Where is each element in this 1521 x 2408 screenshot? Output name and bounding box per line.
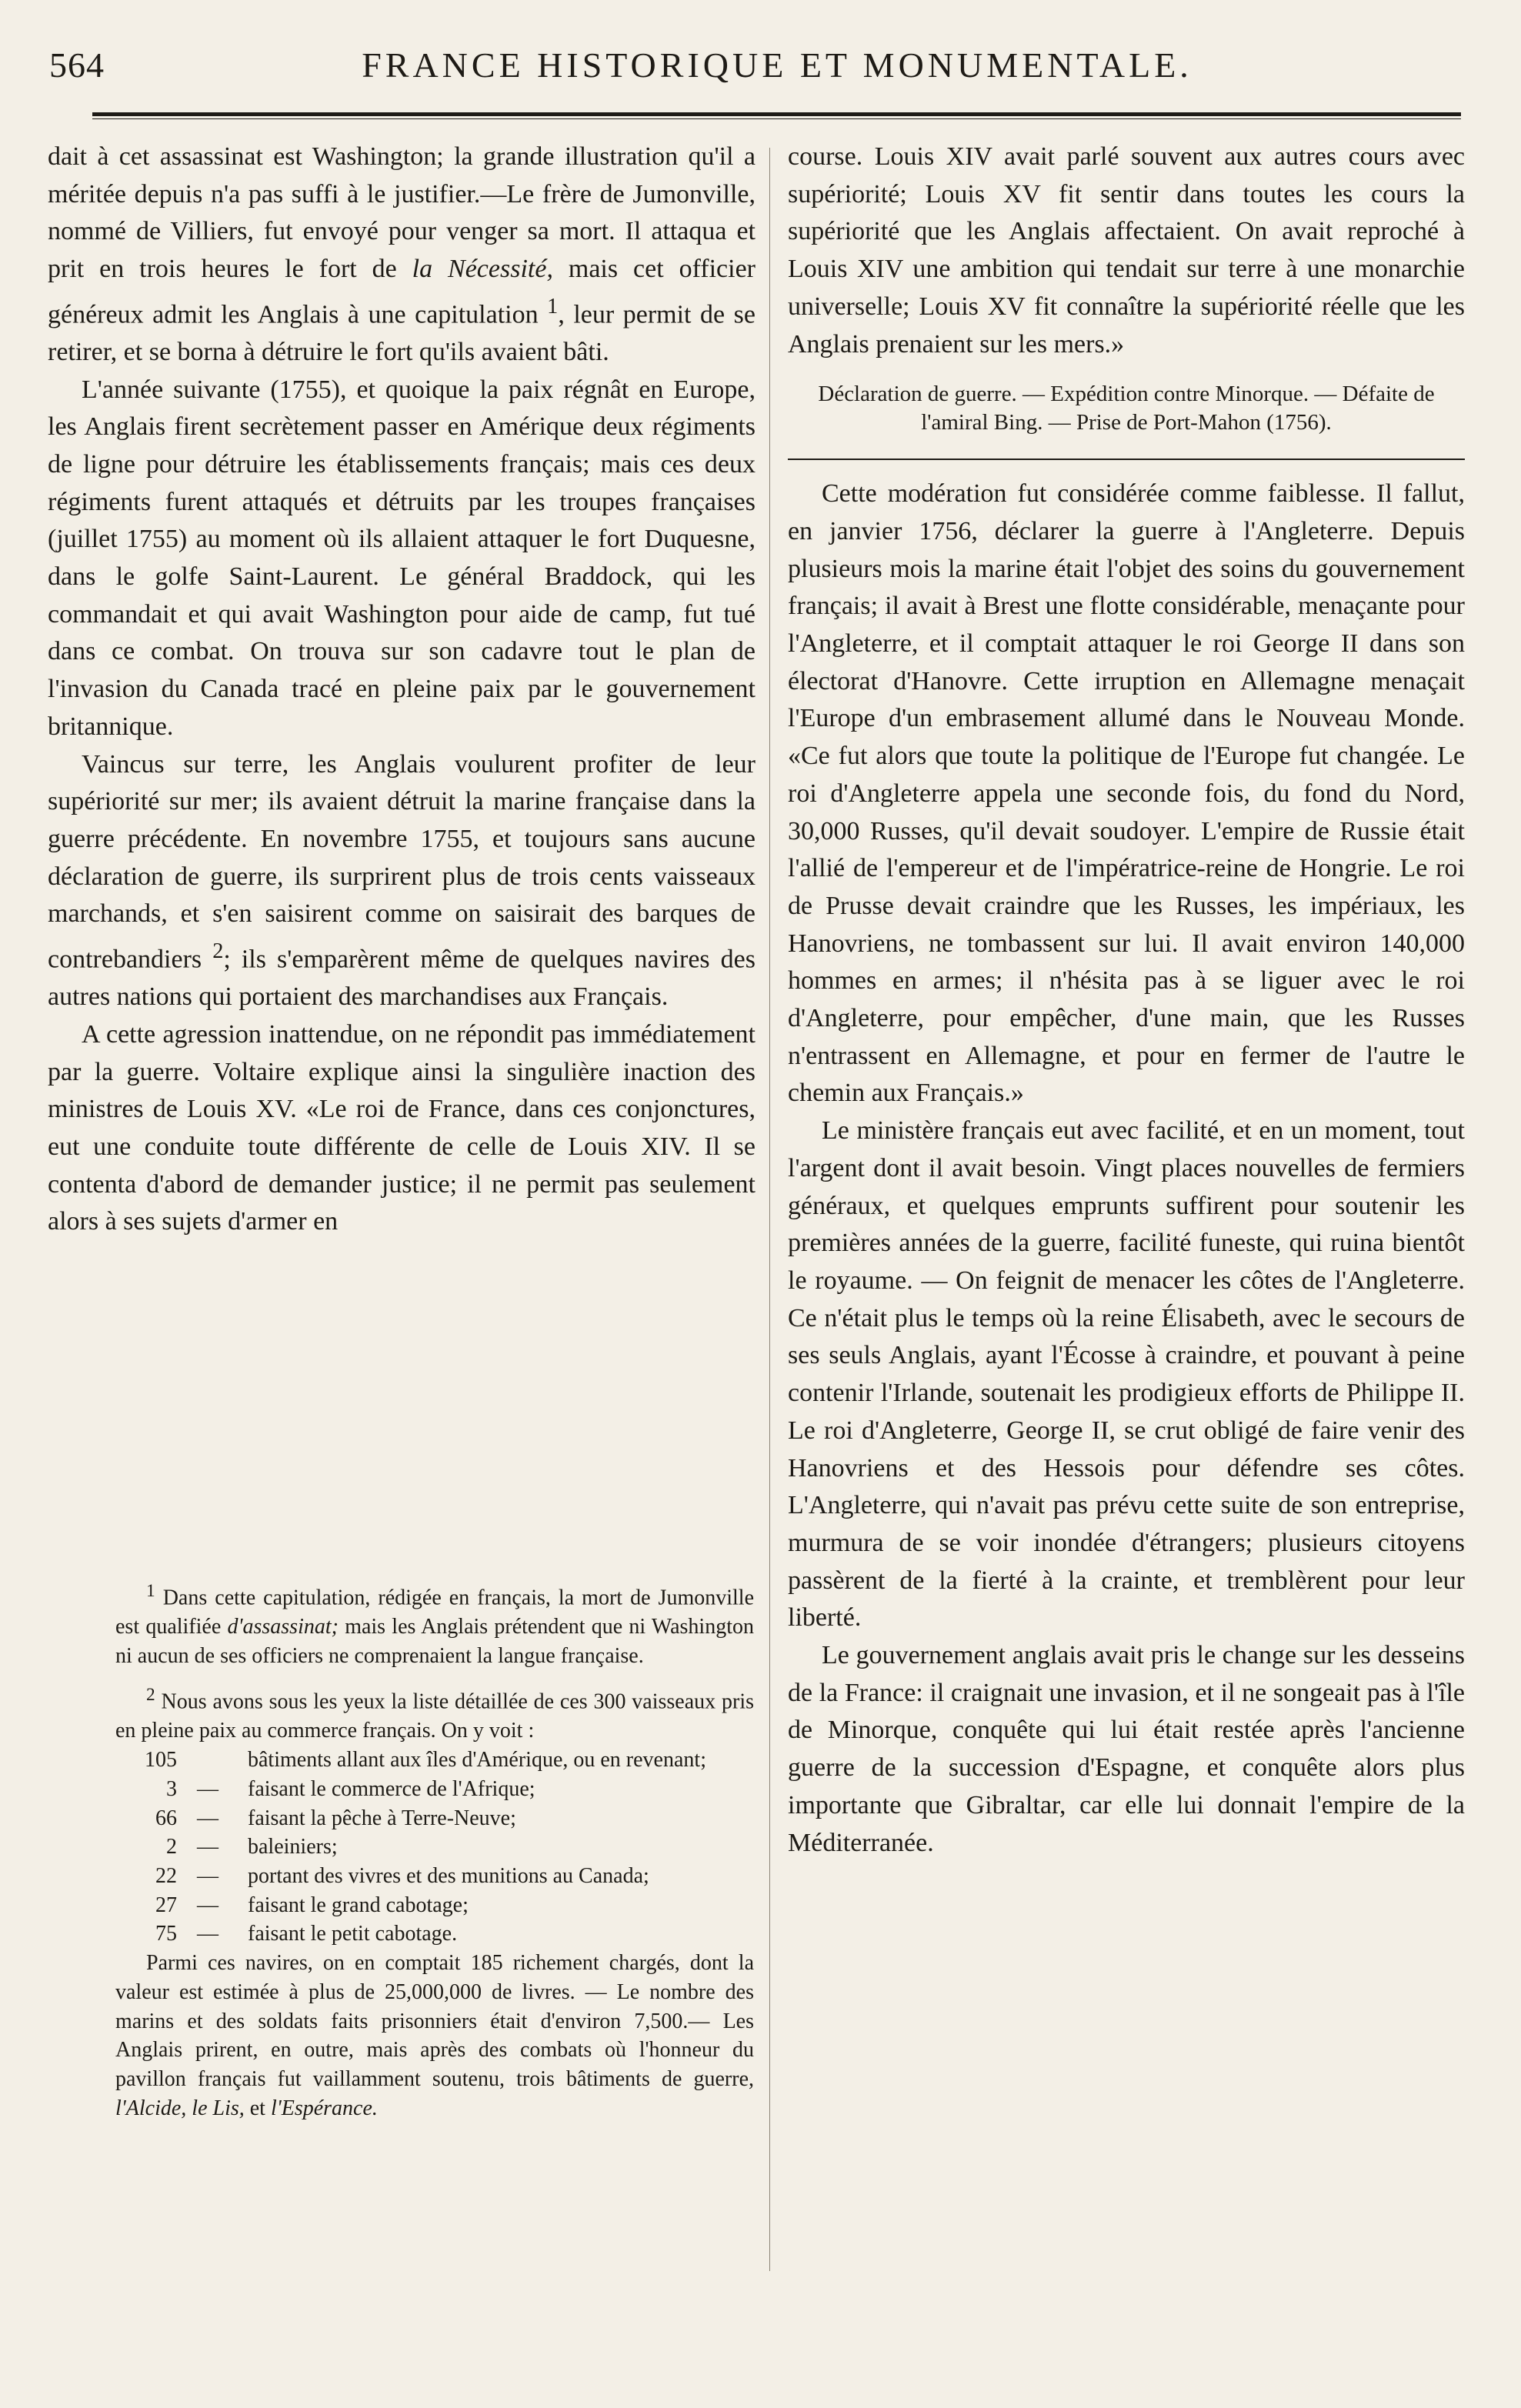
footnotes [115, 1577, 754, 2123]
header-rule [92, 112, 1461, 119]
footnote-mark: 2 [146, 1685, 155, 1706]
footnote-ref: 2 [212, 939, 224, 964]
list-item: 75 — faisant le petit cabotage. [155, 1922, 458, 1946]
section-rule [788, 459, 1465, 460]
left-column [48, 138, 755, 1241]
list-item: 2 — baleiniers; [166, 1835, 338, 1859]
paragraph: L'année suivante (1755), et quoique la paix régnât en Europe, les Anglais firent secrètement passer en Amérique deux régiments de ligne pour détruire les établissements français; mais ces deux régiments furent attaqués et détruits par les troupes françaises (juillet 1755) au moment où ils allaient attaquer le fort Duquesne, dans le golfe Saint-Laurent. Le général Braddock, qui les commandait et qui avait Washington pour aide de camp, fut tué dans ce combat. On trouva sur son cadavre tout le plan de l'invasion du Canada tracé en pleine paix par le gouvernement britannique. [48, 375, 755, 741]
section-heading: Déclaration de guerre. — Expédition contre Minorque. — Défaite de l'amiral Bing. — Prise de Port-Mahon (1756). [818, 382, 1435, 435]
list-item: 105 bâtiments allant aux îles d'Amérique, ou en revenant; [145, 1748, 706, 1773]
paragraph: course. Louis XIV avait parlé souvent aux autres cours avec supériorité; Louis XV fit sentir dans toutes les cours la supériorité que les Anglais affectaient. On avait reproché à Louis XIV une ambition qui tendait sur terre à une monarchie universelle; Louis XV fit connaître la supériorité réelle que les Anglais prenaient sur les mers.» [788, 142, 1465, 359]
paragraph: Cette modération fut considérée comme faiblesse. Il fallut, en janvier 1756, déclarer la guerre à l'Angleterre. Depuis plusieurs mois la marine était l'objet des soins du gouvernement français; il avait à Brest une flotte considérable, menaçante pour l'Angleterre, et il comptait attaquer le roi George II dans son électorat d'Hanovre. Cette irruption en Allemagne menaçait l'Europe d'un embrasement allumé dans le Nouveau Monde. «Ce fut alors que toute la politique de l'Europe fut changée. Le roi d'Angleterre appela une seconde fois, du fond du Nord, 30,000 Russes, qu'il devait soudoyer. L'empire de Russie était l'allié de l'empereur et de l'impératrice-reine de Hongrie. Le roi de Prusse devait craindre que les Russes, les impériaux, les Hanovriens, ne tombassent sur lui. Il avait environ 140,000 hommes en armes; il n'hésita pas à se liguer avec le roi d'Angleterre, pour empêcher, d'une main, que les Russes n'entrassent en Allemagne, et pour en fermer de l'autre le chemin aux Français.» [788, 479, 1465, 1108]
paragraph: A cette agression inattendue, on ne répondit pas immédiatement par la guerre. Voltaire explique ainsi la singulière inaction des ministres de Louis XV. «Le roi de France, dans ces conjonctures, eut une conduite toute différente de celle de Louis XIV. Il se contenta d'abord de demander justice; il ne permit pas seulement alors à ses sujets d'armer en [48, 1019, 755, 1236]
right-column [788, 138, 1465, 1862]
paragraph: dait à cet assassinat est Washington; la grande illustration qu'il a méritée depuis n'a pas suffi à le justifier.—Le frère de Jumonville, nommé de Villiers, fut envoyé pour venger sa mort. Il attaqua et prit en trois heures le fort de la Nécessité, mais cet officier généreux admit les Anglais à une capitulation $^1$, leur permit de se retirer, et se borna à détruire le fort qu'ils avaient bâti. [48, 142, 755, 366]
paragraph: Vaincus sur terre, les Anglais voulurent profiter de leur supériorité sur mer; ils avaient détruit la marine française dans la guerre précédente. En novembre 1755, et toujours sans aucune déclaration de guerre, ils surprirent plus de trois cents vaisseaux marchands, et s'en saisirent comme on saisirait des barques de contrebandiers $^2$; ils s'emparèrent même de quelques navires des autres nations qui portaient des marchandises aux Français. [48, 749, 756, 1012]
fort-name: la Nécessité, [412, 255, 553, 284]
footnote: $^1$ Dans cette capitulation, rédigée en français, la mort de Jumonville est qualifiée d'assassinat; mais les Anglais prétendent que ni Washington ni aucun de ses officiers ne comprenaient la langue française. [115, 1581, 754, 1668]
list-item: 3 — faisant le commerce de l'Afrique; [166, 1776, 535, 1801]
footnote-mark: 1 [146, 1581, 155, 1601]
column-divider [769, 148, 770, 2271]
paragraph: Le ministère français eut avec facilité, et en un moment, tout l'argent dont il avait besoin. Vingt places nouvelles de fermiers généraux, et quelques emprunts suffirent pour soutenir les premières années de la guerre, facilité funeste, qui ruina bientôt le royaume. — On feignit de menacer les côtes de l'Angleterre. Ce n'était plus le temps où la reine Élisabeth, avec le secours de ses seuls Anglais, ayant l'Écosse à craindre, et pouvant à peine contenir l'Irlande, soutenait les prodigieux efforts de Philippe II. Le roi d'Angleterre, George II, se crut obligé de faire venir des Hanovriens et des Hessois pour défendre ses côtes. L'Angleterre, qui n'avait pas prévu cette suite de son entreprise, murmura de se voir inondée d'étrangers; plusieurs citoyens passèrent de la fierté à la crainte, et tremblèrent pour leur liberté. [788, 1116, 1465, 1633]
running-title: FRANCE HISTORIQUE ET MONUMENTALE. [362, 45, 1192, 85]
ship-list [115, 1746, 754, 1949]
footnote-continuation: Parmi ces navires, on en comptait 185 richement chargés, dont la valeur est estimée à plus de 25,000,000 de livres. — Le nombre des marins et des soldats faits prisonniers était d'environ 7,500.— Les Anglais prirent, en outre, mais après des combats où l'honneur du pavillon français fut vaillamment soutenu, trois bâtiments de guerre, l'Alcide, le Lis, et l'Espérance. [115, 1951, 754, 2120]
footnote-ref: 1 [547, 294, 559, 319]
page-number: 564 [49, 45, 105, 85]
list-item: 27 — faisant le grand cabotage; [155, 1893, 469, 1917]
list-item: 66 — faisant la pêche à Terre-Neuve; [155, 1806, 516, 1830]
paragraph: Le gouvernement anglais avait pris le change sur les desseins de la France: il craignait une invasion, et il ne songeait pas à l'île de Minorque, conquête qui lui était restée après l'ancienne guerre de la succession d'Espagne, et conquête alors plus importante que Gibraltar, car elle lui donnait l'empire de la Méditerranée. [788, 1641, 1465, 1857]
footnote: $^2$ Nous avons sous les yeux la liste détaillée de ces 300 vaisseaux pris en pleine paix au commerce français. On y voit : [115, 1685, 754, 1743]
list-item: 22 — portant des vivres et des munitions au Canada; [155, 1863, 649, 1888]
